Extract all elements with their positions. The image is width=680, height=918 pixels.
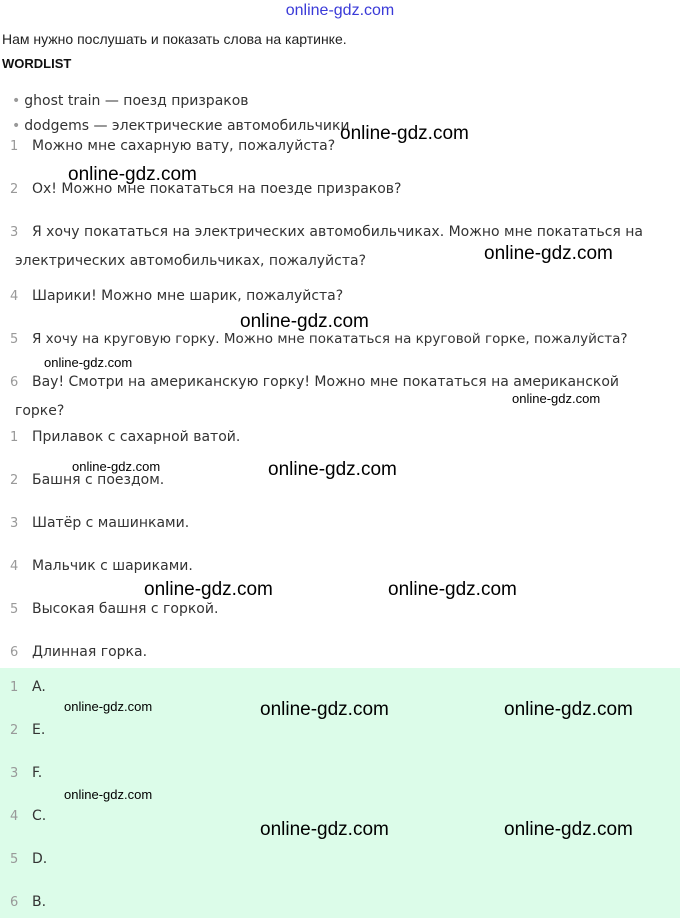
watermark: online-gdz.com (268, 459, 397, 480)
list-item (10, 282, 670, 311)
item-number: 1 (10, 430, 19, 445)
item-number: 2 (10, 182, 19, 197)
item-number: 6 (10, 375, 19, 390)
watermark: online-gdz.com (504, 699, 633, 720)
item-number: 3 (10, 516, 19, 531)
answer-text: E. (32, 722, 46, 738)
item-number: 4 (10, 289, 19, 304)
answer-item (10, 888, 670, 917)
list-item (10, 552, 670, 581)
watermark: online-gdz.com (64, 699, 153, 714)
item-text: Прилавок с сахарной ватой. (32, 429, 241, 445)
watermark: online-gdz.com (144, 579, 273, 600)
watermark: online-gdz.com (512, 391, 601, 406)
item-text: Вау! Смотри на американскую горку! Можно мне покататься на американской (32, 374, 620, 390)
watermark: online-gdz.com (504, 819, 633, 840)
wordlist-item-text: dodgems — электрические автомобильчики (24, 118, 350, 134)
wordlist-item-text: ghost train — поезд призраков (24, 93, 249, 109)
item-number: 6 (10, 895, 19, 910)
list-item (10, 423, 670, 452)
watermark: online-gdz.com (484, 243, 613, 264)
watermark: online-gdz.com (72, 459, 161, 474)
item-number: 1 (10, 139, 19, 154)
item-number: 2 (10, 473, 19, 488)
item-text: Я хочу покататься на электрических автомобильчиках. Можно мне покататься на (32, 224, 643, 240)
bullet-icon: • (12, 118, 21, 134)
item-text: Высокая башня с горкой. (32, 601, 219, 617)
list-item (10, 638, 670, 667)
item-text: Можно мне сахарную вату, пожалуйста? (32, 138, 336, 154)
item-text-continued: электрических автомобильчиках, пожалуйста? (15, 253, 367, 269)
wordlist-title: WORDLIST (2, 56, 72, 71)
item-text: Ох! Можно мне покататься на поезде призраков? (32, 181, 402, 197)
item-number: 2 (10, 723, 19, 738)
answer-text: C. (32, 808, 47, 824)
item-text: Я хочу на круговую горку. Можно мне покататься на круговой горке, пожалуйста? (32, 331, 628, 347)
intro-text: Нам нужно послушать и показать слова на картинке. (2, 31, 347, 47)
watermark: online-gdz.com (260, 699, 389, 720)
item-number: 6 (10, 645, 19, 660)
wordlist-item (12, 93, 249, 109)
item-text: Мальчик с шариками. (32, 558, 193, 574)
answer-item (10, 845, 670, 874)
site-header-logo: online-gdz.com (285, 2, 395, 19)
watermark: online-gdz.com (240, 311, 369, 332)
answer-item (10, 759, 670, 788)
item-text: Шатёр с машинками. (32, 515, 190, 531)
item-text: Башня с поездом. (32, 472, 165, 488)
watermark: online-gdz.com (340, 123, 469, 144)
item-number: 4 (10, 809, 19, 824)
answer-text: F. (32, 765, 43, 781)
item-number: 5 (10, 602, 19, 617)
answer-text: A. (32, 679, 46, 695)
watermark: online-gdz.com (68, 164, 197, 185)
item-number: 1 (10, 680, 19, 695)
item-number: 4 (10, 559, 19, 574)
bullet-icon: • (12, 93, 21, 109)
item-text-continued: горке? (15, 403, 65, 419)
item-text: Длинная горка. (32, 644, 148, 660)
answer-text: D. (32, 851, 48, 867)
watermark: online-gdz.com (388, 579, 517, 600)
watermark: online-gdz.com (64, 787, 153, 802)
list-item (10, 509, 670, 538)
item-number: 5 (10, 332, 19, 347)
list-item (10, 595, 670, 624)
item-number: 5 (10, 852, 19, 867)
answer-text: B. (32, 894, 47, 910)
item-text: Шарики! Можно мне шарик, пожалуйста? (32, 288, 344, 304)
watermark: online-gdz.com (44, 355, 133, 370)
wordlist-item (12, 118, 350, 134)
item-number: 3 (10, 766, 19, 781)
item-number: 3 (10, 225, 19, 240)
answer-item (10, 673, 670, 702)
watermark: online-gdz.com (260, 819, 389, 840)
